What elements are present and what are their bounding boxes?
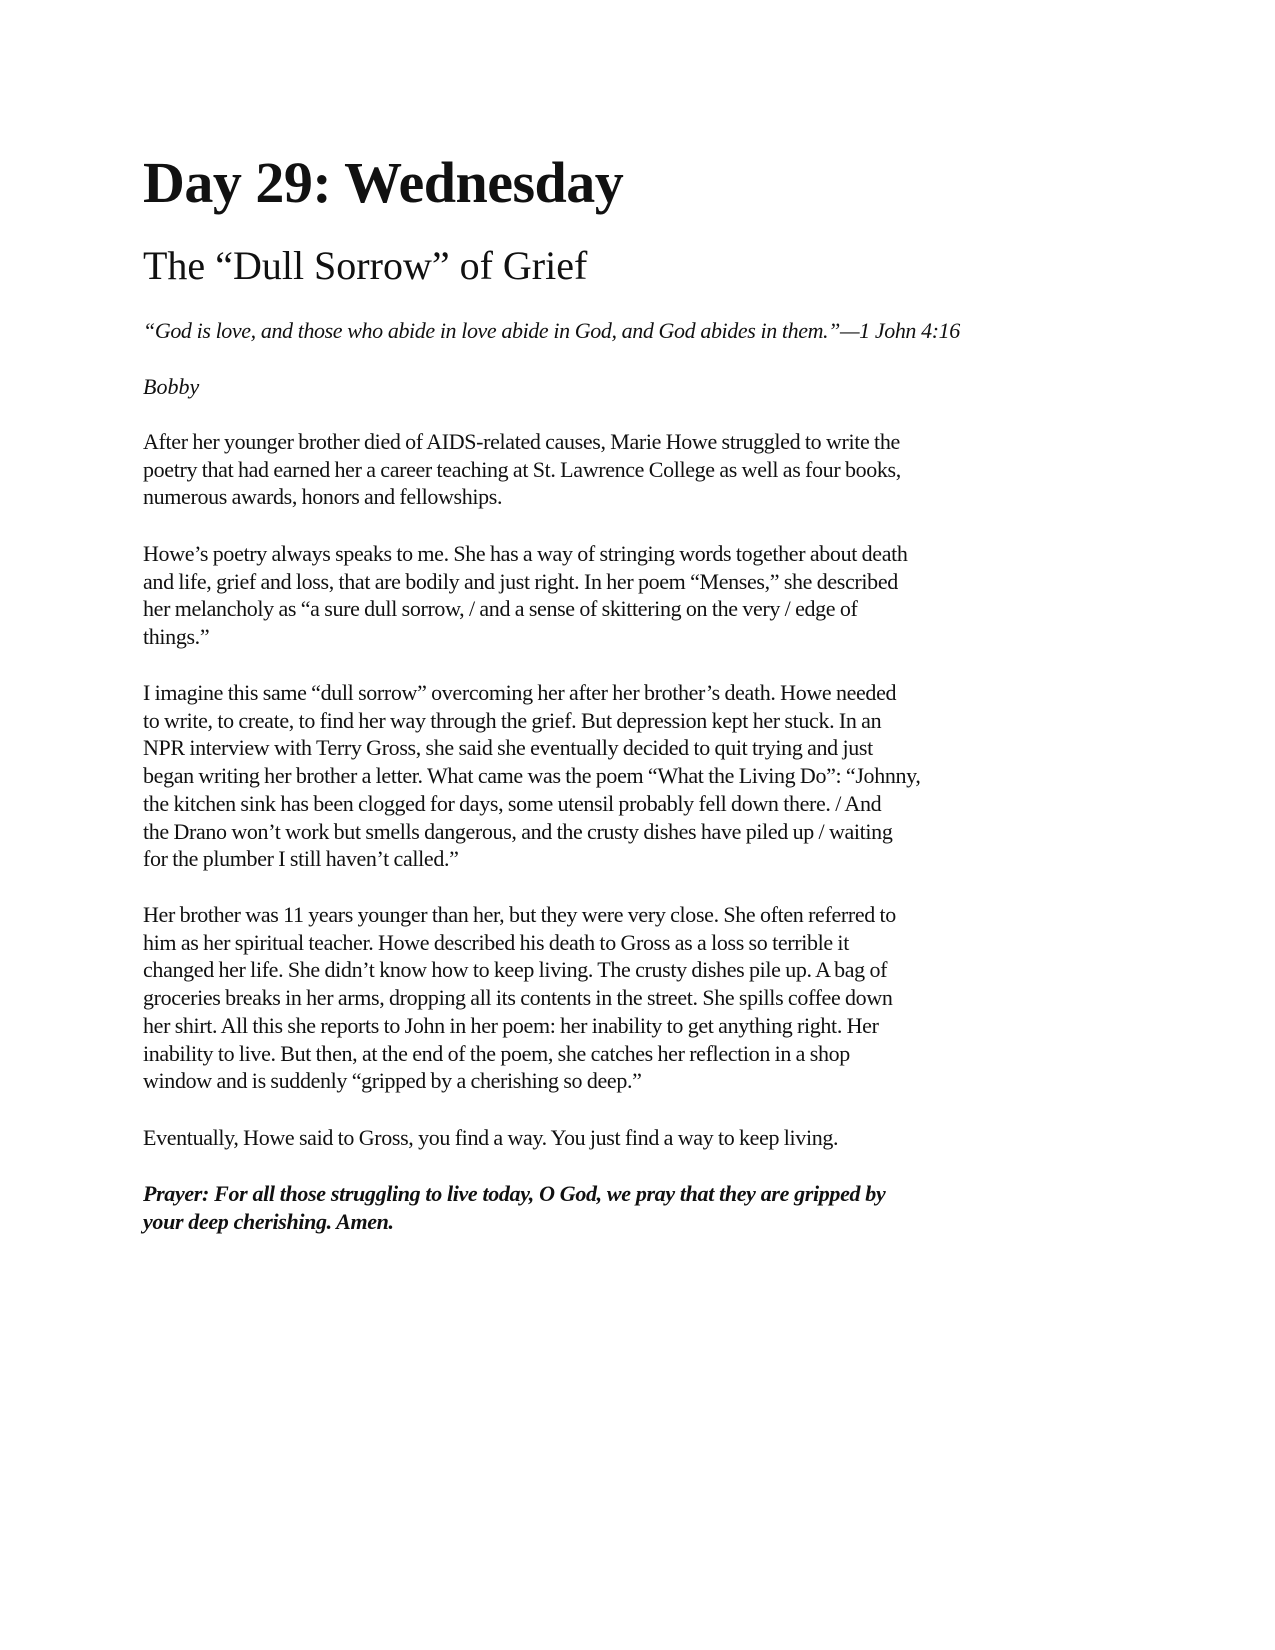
paragraph-line: Howe’s poetry always speaks to me. She has a way of stringing words together about death xyxy=(143,541,908,566)
paragraph-line: After her younger brother died of AIDS-related causes, Marie Howe struggled to write the xyxy=(143,429,900,454)
paragraph-line: numerous awards, honors and fellowships. xyxy=(143,484,503,510)
paragraph-line: things.” xyxy=(143,624,210,650)
paragraph-line: her shirt. All this she reports to John in her poem: her inability to get anything right. Her xyxy=(143,1012,879,1038)
paragraph-3 xyxy=(143,679,1073,873)
paragraph-line: him as her spiritual teacher. Howe described his death to Gross as a loss so terrible it xyxy=(143,929,849,955)
paragraph-line: and life, grief and loss, that are bodily and just right. In her poem “Menses,” she described xyxy=(143,568,898,594)
paragraph-line: to write, to create, to find her way through the grief. But depression kept her stuck. In an xyxy=(143,707,882,733)
paragraph-line: changed her life. She didn’t know how to keep living. The crusty dishes pile up. A bag of xyxy=(143,957,888,983)
paragraph-line: Eventually, Howe said to Gross, you find a way. You just find a way to keep living. xyxy=(143,1125,839,1150)
paragraph-line: inability to live. But then, at the end of the poem, she catches her reflection in a shop xyxy=(143,1040,850,1066)
paragraph-line: NPR interview with Terry Gross, she said she eventually decided to quit trying and just xyxy=(143,735,873,761)
page-subtitle: The “Dull Sorrow” of Grief xyxy=(143,243,588,288)
author-name: Bobby xyxy=(143,374,200,399)
prayer-line: your deep cherishing. Amen. xyxy=(143,1208,394,1234)
paragraph-line: window and is suddenly “gripped by a cherishing so deep.” xyxy=(143,1068,642,1094)
paragraph-1 xyxy=(143,428,1073,511)
paragraph-line: Her brother was 11 years younger than her, but they were very close. She often referred to xyxy=(143,902,896,927)
paragraph-line: poetry that had earned her a career teaching at St. Lawrence College as well as four books, xyxy=(143,456,901,482)
paragraph-line: for the plumber I still haven’t called.” xyxy=(143,846,459,872)
paragraph-4 xyxy=(143,901,1073,1095)
paragraph-5 xyxy=(143,1124,1073,1152)
paragraph-line: groceries breaks in her arms, dropping all its contents in the street. She spills coffee down xyxy=(143,985,893,1011)
page-title: Day 29: Wednesday xyxy=(143,150,624,215)
paragraph-line: her melancholy as “a sure dull sorrow, / and a sense of skittering on the very / edge of xyxy=(143,596,858,622)
prayer-line: Prayer: For all those struggling to live today, O God, we pray that they are gripped by xyxy=(143,1181,886,1206)
paragraph-line: began writing her brother a letter. What came was the poem “What the Living Do”: “Johnny, xyxy=(143,763,921,789)
paragraph-line: the Drano won’t work but smells dangerous, and the crusty dishes have piled up / waiting xyxy=(143,818,893,844)
paragraph-line: the kitchen sink has been clogged for days, some utensil probably fell down there. / And xyxy=(143,790,882,816)
paragraph-line: I imagine this same “dull sorrow” overcoming her after her brother’s death. Howe needed xyxy=(143,680,897,705)
paragraph-2 xyxy=(143,540,1073,651)
scripture-epigraph: “God is love, and those who abide in love abide in God, and God abides in them.”—1 John 4:16 xyxy=(143,318,960,343)
closing-prayer xyxy=(143,1180,1073,1235)
